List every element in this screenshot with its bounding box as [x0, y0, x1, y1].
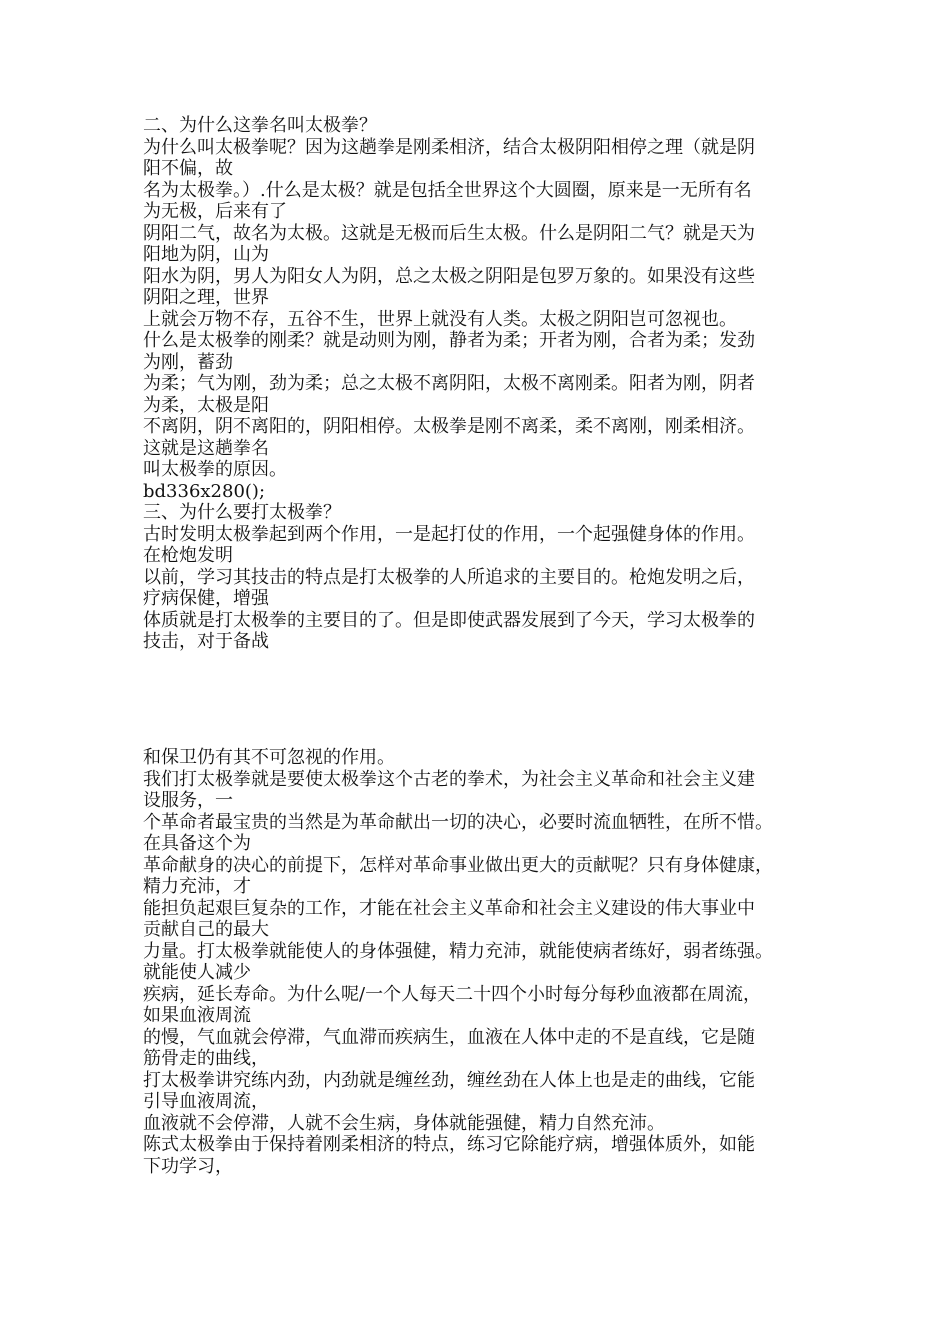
text-line: 引导血液周流， — [143, 1091, 269, 1112]
text-line: 阳地为阴，山为 — [143, 244, 269, 265]
text-line: 为无极，后来有了 — [143, 201, 287, 222]
text-line: 叫太极拳的原因。 — [143, 459, 287, 480]
text-line: 就能使人减少 — [143, 962, 251, 983]
text-line: bd336x280(); — [143, 480, 266, 502]
text-line: 疾病，延长寿命。为什么呢/一个人每天二十四个小时每分每秒血液都在周流， — [143, 983, 762, 1005]
text-line: 在枪炮发明 — [143, 545, 233, 566]
text-line: 如果血液周流 — [143, 1005, 251, 1026]
text-line: 为柔，太极是阳 — [143, 394, 269, 416]
text-line: 我们打太极拳就是要使太极拳这个古老的拳术，为社会主义革命和社会主义建 — [143, 768, 755, 790]
text-line: 陈式太极拳由于保持着刚柔相济的特点，练习它除能疗病，增强体质外，如能 — [143, 1134, 755, 1155]
text-line: 为什么叫太极拳呢？因为这趟拳是刚柔相济，结合太极阴阳相停之理（就是阴 — [143, 136, 755, 158]
text-line: 体质就是打太极拳的主要目的了。但是即使武器发展到了今天，学习太极拳的 — [143, 609, 755, 631]
text-line: 什么是太极拳的刚柔？就是动则为刚，静者为柔；开者为刚，合者为柔；发劲 — [143, 330, 755, 351]
text-line: 精力充沛，才 — [143, 876, 251, 897]
text-line: 为刚，蓄劲 — [143, 351, 233, 373]
text-line: 革命献身的决心的前提下，怎样对革命事业做出更大的贡献呢？只有身体健康， — [143, 854, 773, 876]
text-line: 阳不偏，故 — [143, 158, 233, 179]
text-block-upper — [143, 115, 823, 653]
text-line: 阴阳二气，故名为太极。这就是无极而后生太极。什么是阴阳二气？就是天为 — [143, 222, 755, 244]
text-line: 阴阳之理，世界 — [143, 287, 269, 308]
text-line: 不离阴，阴不离阳的，阴阳相停。太极拳是刚不离柔，柔不离刚，刚柔相济。 — [143, 416, 755, 437]
text-line: 疗病保健，增强 — [143, 588, 269, 609]
text-line: 个革命者最宝贵的当然是为革命献出一切的决心，必要时流血牺牲，在所不惜。 — [143, 811, 773, 833]
text-line: 为柔；气为刚，劲为柔；总之太极不离阴阳，太极不离刚柔。阳者为刚，阴者 — [143, 373, 755, 394]
text-line: 打太极拳讲究练内劲，内劲就是缠丝劲，缠丝劲在人体上也是走的曲线，它能 — [143, 1069, 755, 1091]
text-line: 贡献自己的最大 — [143, 919, 269, 940]
text-line: 筋骨走的曲线， — [143, 1048, 269, 1069]
text-line: 下功学习， — [143, 1155, 233, 1177]
text-line: 力量。打太极拳就能使人的身体强健，精力充沛，就能使病者练好，弱者练强。 — [143, 940, 773, 962]
text-line: 古时发明太极拳起到两个作用，一是起打仗的作用，一个起强健身体的作用。 — [143, 523, 755, 545]
text-line: 设服务，一 — [143, 790, 233, 811]
text-line: 在具备这个为 — [143, 833, 251, 854]
text-line: 这就是这趟拳名 — [143, 437, 269, 459]
text-line: 和保卫仍有其不可忽视的作用。 — [143, 747, 395, 768]
text-line: 阳水为阴，男人为阳女人为阴，总之太极之阴阳是包罗万象的。如果没有这些 — [143, 265, 755, 287]
text-line: 技击，对于备战 — [143, 631, 269, 652]
text-line: 以前，学习其技击的特点是打太极拳的人所追求的主要目的。枪炮发明之后， — [143, 566, 755, 588]
text-line: 能担负起艰巨复杂的工作，才能在社会主义革命和社会主义建设的伟大事业中 — [143, 897, 755, 919]
text-block-lower — [143, 747, 823, 1177]
text-line: 名为太极拳。）.什么是太极？就是包括全世界这个大圆圈，原来是一无所有名 — [143, 179, 752, 201]
text-line: 上就会万物不存，五谷不生，世界上就没有人类。太极之阴阳岂可忽视也。 — [143, 308, 737, 330]
text-line: 的慢，气血就会停滞，气血滞而疾病生，血液在人体中走的不是直线，它是随 — [143, 1026, 755, 1048]
text-line: 三、为什么要打太极拳？ — [143, 502, 341, 523]
text-line: 血液就不会停滞，人就不会生病，身体就能强健，精力自然充沛。 — [143, 1112, 665, 1134]
text-line: 二、为什么这拳名叫太极拳？ — [143, 115, 377, 136]
